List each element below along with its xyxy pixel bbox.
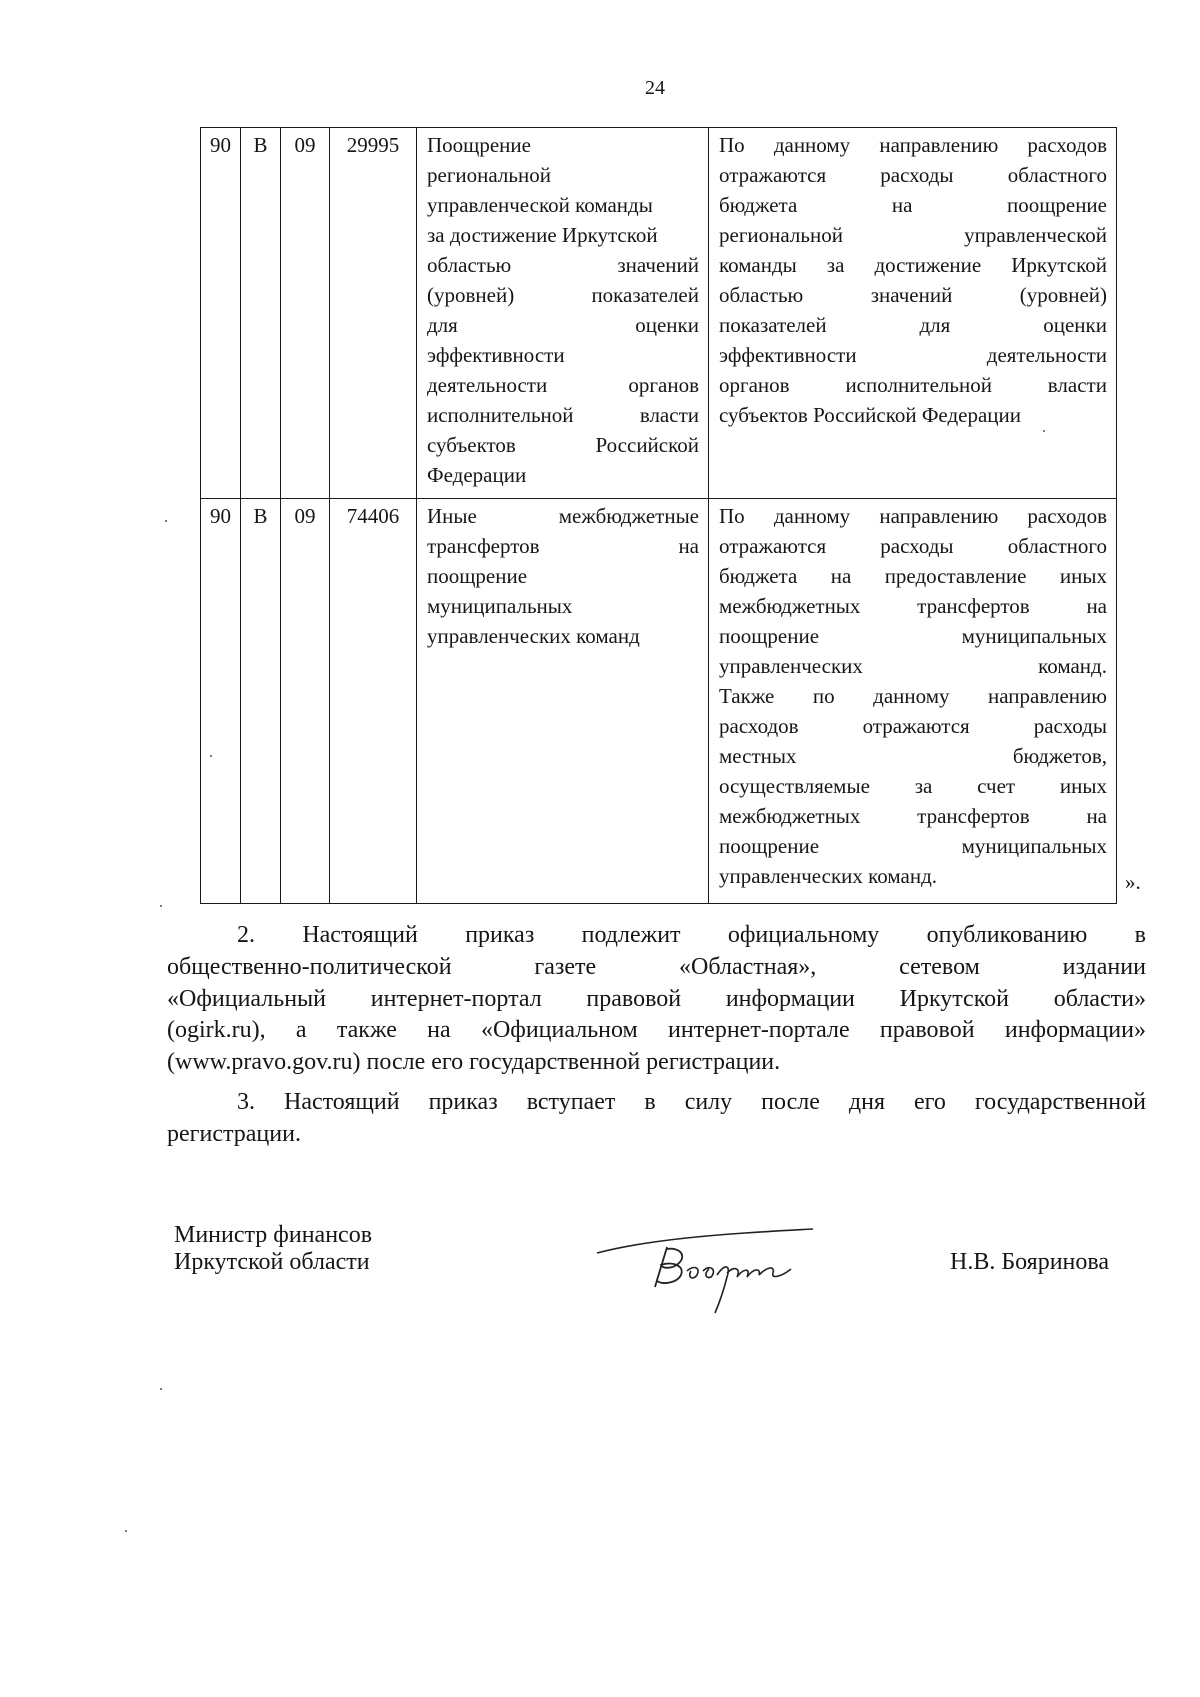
code-cell-1: 90 xyxy=(201,128,241,499)
word: исполнительной xyxy=(845,373,992,397)
word: отражаются xyxy=(862,714,970,738)
text-line: муниципальных xyxy=(427,594,573,618)
table-row xyxy=(201,128,1117,499)
word: 3. xyxy=(237,1089,255,1115)
text-line xyxy=(427,531,699,561)
word: Иркутской xyxy=(899,985,1009,1012)
word: издании xyxy=(1062,953,1146,980)
word: бюджета xyxy=(719,193,798,217)
scan-speck xyxy=(160,1388,162,1390)
word: в xyxy=(644,1089,656,1115)
word: дня xyxy=(848,1089,885,1115)
paragraph-2 xyxy=(167,920,1146,1079)
code-cell-1: 90 xyxy=(201,499,241,904)
word: на xyxy=(1086,804,1107,828)
text-line xyxy=(719,711,1107,741)
word: значений xyxy=(617,253,699,277)
text-line xyxy=(719,621,1107,651)
word: поощрение xyxy=(719,834,820,858)
word: направлению xyxy=(879,133,999,157)
signatory-name: Н.В. Бояринова xyxy=(950,1249,1110,1275)
text-line: субъектов Российской Федерации xyxy=(719,403,1022,427)
text-line xyxy=(427,400,699,430)
text-line xyxy=(719,130,1107,160)
word: органов xyxy=(628,373,699,397)
text-line xyxy=(719,801,1107,831)
table-body xyxy=(201,128,1117,904)
word: 2. xyxy=(237,922,255,948)
word: на xyxy=(1086,594,1107,618)
word: иных xyxy=(1059,564,1107,588)
code-cell-2: В xyxy=(241,499,281,904)
text-line xyxy=(719,651,1107,681)
scan-speck xyxy=(210,755,212,757)
paragraph-line xyxy=(167,952,1146,984)
word: данному xyxy=(873,684,950,708)
closing-quote: ». xyxy=(1125,870,1141,894)
text-line xyxy=(427,370,699,400)
text-line xyxy=(719,280,1107,310)
word: данному xyxy=(773,504,851,528)
word: местных xyxy=(719,744,797,768)
text-line: Поощрение xyxy=(427,133,531,157)
paragraph-line xyxy=(167,1087,1146,1119)
word: расходы xyxy=(1033,714,1107,738)
word: муниципальных xyxy=(961,834,1107,858)
text-line: поощрение xyxy=(427,564,528,588)
text-line: управленческой команды xyxy=(427,193,653,217)
word: бюджета xyxy=(719,564,798,588)
scan-speck xyxy=(125,1530,127,1532)
paragraph-line: (www.pravo.gov.ru) после его государственной регистрации. xyxy=(167,1049,781,1076)
word: для xyxy=(427,313,458,337)
word: отражаются xyxy=(719,534,827,558)
word: оценки xyxy=(1043,313,1107,337)
word: государственной xyxy=(974,1089,1146,1115)
word: направлению xyxy=(879,504,999,528)
text-line xyxy=(427,310,699,340)
code-cell-3: 09 xyxy=(281,128,330,499)
text-line xyxy=(427,501,699,531)
word: областью xyxy=(427,253,512,277)
word: поощрение xyxy=(1006,193,1107,217)
word: области» xyxy=(1053,985,1146,1012)
word: по xyxy=(812,684,835,708)
text-line xyxy=(719,160,1107,190)
code-cell-4: 29995 xyxy=(330,128,417,499)
text-line: за достижение Иркутской xyxy=(427,223,658,247)
word: предоставление xyxy=(884,564,1027,588)
text-line xyxy=(719,190,1107,220)
description-cell xyxy=(709,128,1117,499)
word: интернет-портале xyxy=(668,1017,850,1044)
description-cell xyxy=(709,499,1117,904)
word: бюджетов, xyxy=(1012,744,1107,768)
word: межбюджетных xyxy=(719,804,861,828)
word: после xyxy=(761,1089,820,1115)
text-line xyxy=(719,741,1107,771)
word: управленческой xyxy=(964,223,1107,247)
word: официальному xyxy=(727,922,880,948)
word: субъектов xyxy=(427,433,516,457)
word: приказ xyxy=(465,922,535,948)
word: областного xyxy=(1007,163,1107,187)
scan-speck xyxy=(160,905,162,907)
word: власти xyxy=(639,403,699,427)
word: информации» xyxy=(1004,1017,1146,1044)
text-line xyxy=(719,561,1107,591)
paragraph-line xyxy=(167,920,1146,952)
text-line xyxy=(427,280,699,310)
paragraph-line xyxy=(167,984,1146,1016)
word: счет xyxy=(977,774,1016,798)
word: газете xyxy=(534,953,597,980)
description-text xyxy=(719,130,1107,430)
table-row xyxy=(201,499,1117,904)
word: опубликованию xyxy=(926,922,1088,948)
word: расходов xyxy=(1027,504,1107,528)
word: отражаются xyxy=(719,163,827,187)
word: трансфертов xyxy=(917,594,1030,618)
word: достижение xyxy=(874,253,982,277)
word: Настоящий xyxy=(284,1089,400,1115)
word: приказ xyxy=(428,1089,498,1115)
text-line: региональной xyxy=(427,163,551,187)
word: Иные xyxy=(427,504,477,528)
text-line xyxy=(719,220,1107,250)
word: региональной xyxy=(719,223,843,247)
word: расходов xyxy=(719,714,799,738)
word: расходов xyxy=(1027,133,1107,157)
word: трансфертов xyxy=(917,804,1030,828)
word: иных xyxy=(1059,774,1107,798)
name-text xyxy=(427,130,699,490)
name-cell xyxy=(417,128,709,499)
handwritten-signature xyxy=(595,1225,835,1315)
word: По xyxy=(719,504,745,528)
word: Российской xyxy=(595,433,699,457)
word: управленческих xyxy=(719,654,863,678)
word: на xyxy=(678,534,699,558)
word: на xyxy=(427,1017,451,1044)
word: команд. xyxy=(1038,654,1107,678)
word: направлению xyxy=(988,684,1107,708)
paragraph-3 xyxy=(167,1087,1146,1151)
name-text xyxy=(427,501,699,651)
word: на xyxy=(830,564,852,588)
word: силу xyxy=(684,1089,733,1115)
code-cell-4: 74406 xyxy=(330,499,417,904)
text-line xyxy=(427,250,699,280)
word: оценки xyxy=(635,313,699,337)
word: для xyxy=(919,313,951,337)
word: (уровней) xyxy=(427,283,515,307)
word: (уровней) xyxy=(1019,283,1107,307)
word: показателей xyxy=(591,283,699,307)
code-cell-3: 09 xyxy=(281,499,330,904)
word: «Официальном xyxy=(480,1017,638,1044)
word: в xyxy=(1134,922,1146,948)
word: межбюджетных xyxy=(719,594,861,618)
word: значений xyxy=(870,283,953,307)
word: муниципальных xyxy=(961,624,1107,648)
word: областного xyxy=(1007,534,1107,558)
code-cell-2: В xyxy=(241,128,281,499)
text-line xyxy=(719,591,1107,621)
word: деятельности xyxy=(427,373,548,397)
signatory-title-line: Иркутской области xyxy=(174,1249,370,1275)
word: Настоящий xyxy=(302,922,418,948)
word: По xyxy=(719,133,745,157)
word: «Областная», xyxy=(679,953,817,980)
text-line xyxy=(719,771,1107,801)
word: команды xyxy=(719,253,797,277)
text-line: Федерации xyxy=(427,463,527,487)
word: подлежит xyxy=(581,922,681,948)
word: его xyxy=(914,1089,946,1115)
text-line: эффективности xyxy=(427,343,565,367)
signatory-title xyxy=(174,1222,372,1276)
word: правовой xyxy=(879,1017,975,1044)
word: также xyxy=(336,1017,397,1044)
word: правовой xyxy=(586,985,682,1012)
paragraph-line: регистрации. xyxy=(167,1120,301,1147)
word: информации xyxy=(725,985,855,1012)
word: на xyxy=(891,193,913,217)
text-line xyxy=(719,250,1107,280)
text-line xyxy=(719,501,1107,531)
word: органов xyxy=(719,373,790,397)
paragraph-line xyxy=(167,1015,1146,1047)
text-line: управленческих команд. xyxy=(719,864,938,888)
word: деятельности xyxy=(986,343,1107,367)
word: расходы xyxy=(880,163,954,187)
text-line xyxy=(719,831,1107,861)
description-text xyxy=(719,501,1107,891)
text-line xyxy=(427,430,699,460)
word: областью xyxy=(719,283,804,307)
word: межбюджетные xyxy=(558,504,699,528)
page-number: 24 xyxy=(645,77,665,99)
text-line xyxy=(719,681,1107,711)
word: общественно-политической xyxy=(167,953,452,980)
word: «Официальный xyxy=(167,985,327,1012)
word: сетевом xyxy=(899,953,980,980)
word: трансфертов xyxy=(427,534,540,558)
word: интернет-портал xyxy=(370,985,542,1012)
budget-classification-table xyxy=(200,127,1117,904)
word: исполнительной xyxy=(427,403,574,427)
word: данному xyxy=(773,133,851,157)
scan-speck xyxy=(165,520,167,522)
word: осуществляемые xyxy=(719,774,870,798)
text-line xyxy=(719,531,1107,561)
word: за xyxy=(826,253,845,277)
word: за xyxy=(914,774,933,798)
signatory-title-line: Министр финансов xyxy=(174,1222,373,1248)
word: власти xyxy=(1047,373,1107,397)
word: вступает xyxy=(526,1089,616,1115)
text-line xyxy=(719,370,1107,400)
text-line: управленческих команд xyxy=(427,624,640,648)
word: поощрение xyxy=(719,624,820,648)
word: Иркутской xyxy=(1011,253,1107,277)
text-line xyxy=(719,340,1107,370)
word: Также xyxy=(719,684,775,708)
word: а xyxy=(295,1017,307,1044)
word: расходы xyxy=(880,534,954,558)
name-cell xyxy=(417,499,709,904)
text-line xyxy=(719,310,1107,340)
word: показателей xyxy=(719,313,827,337)
word: эффективности xyxy=(719,343,857,367)
word: (ogirk.ru), xyxy=(167,1017,266,1044)
scan-speck xyxy=(1043,430,1045,432)
